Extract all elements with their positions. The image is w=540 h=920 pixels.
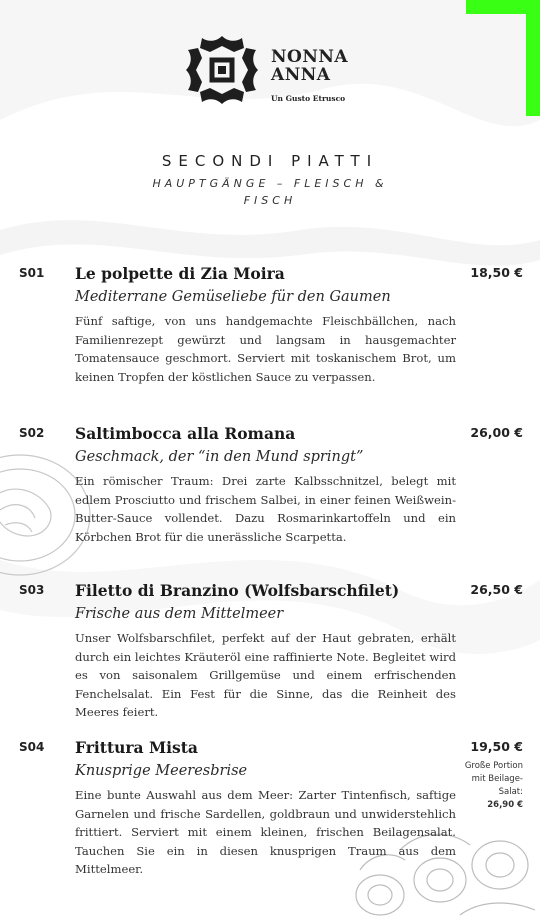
corner-accent [466,0,540,116]
logo-icon [184,34,260,106]
item-name: Le polpette di Zia Moira [75,264,285,283]
item-name: Saltimbocca alla Romana [75,424,296,443]
item-price: 18,50 € [470,265,523,280]
brand-name [271,48,348,84]
section-title: SECONDI PIATTI [161,152,379,170]
item-name: Frittura Mista [75,738,198,757]
section-subtitle: HAUPTGÄNGE – FLEISCH & FISCH [152,177,388,207]
item-name: Filetto di Branzino (Wolfsbarschfilet) [75,581,400,600]
item-tagline: Mediterrane Gemüseliebe für den Gaumen [75,289,391,305]
item-price: 26,00 € [470,425,523,440]
item-price: 19,50 € [470,739,523,754]
item-description: Fünf saftige, von uns handgemachte Fleischbällchen, nach Familienrezept gewürzt und langsam in hausgemachter Tomatensauce geschmort. Serviert mit toskanischem Brot, um keinen Tropfen der köstlichen Sauce zu verpassen. [75,314,456,384]
item-tagline: Knusprige Meeresbrise [75,763,248,779]
brand-name-line1: NONNA [271,47,349,67]
item-tagline: Geschmack, der “in den Mund springt” [75,449,364,465]
item-description: Eine bunte Auswahl aus dem Meer: Zarter Tintenfisch, saftige Garnelen und frische Sardellen, goldbraun und unwiderstehlich frittiert. Serviert mit einem kleinen, frischen Beilagensalat. Tauchen Sie ein in diesen knusprigen Traum aus dem Mittelmeer. [75,788,456,876]
item-tagline: Frische aus dem Mittelmeer [75,606,284,622]
brand-name-line2: ANNA [271,65,331,85]
item-code: S03 [19,583,45,597]
item-price: 26,50 € [470,582,523,597]
item-description: Ein römischer Traum: Drei zarte Kalbsschnitzel, belegt mit edlem Prosciutto und frischem Salbei, in einer feinen Weißwein-Butter-Sauce vollendet. Dazu Rosmarinkartoffeln und ein Körbchen Brot für die unerässliche Scarpetta. [75,474,456,544]
item-description: Unser Wolfsbarschfilet, perfekt auf der Haut gebraten, erhält durch ein leichtes Kräuteröl eine raffinierte Note. Begleitet wird es von saisonalem Grillgemüse und einem erfrischenden Fenchelsalat. Ein Fest für die Sinne, das die Reinheit des Meeres feiert. [75,631,456,719]
item-code: S04 [19,740,45,754]
item-code: S02 [19,426,45,440]
item-extra-label: Große Portion mit Beilage-Salat: [464,761,523,797]
item-extra-price: 26,90 € [487,800,523,810]
item-code: S01 [19,266,45,280]
brand-tagline: Un Gusto Etrusco [271,94,346,103]
item-extra [459,760,523,812]
